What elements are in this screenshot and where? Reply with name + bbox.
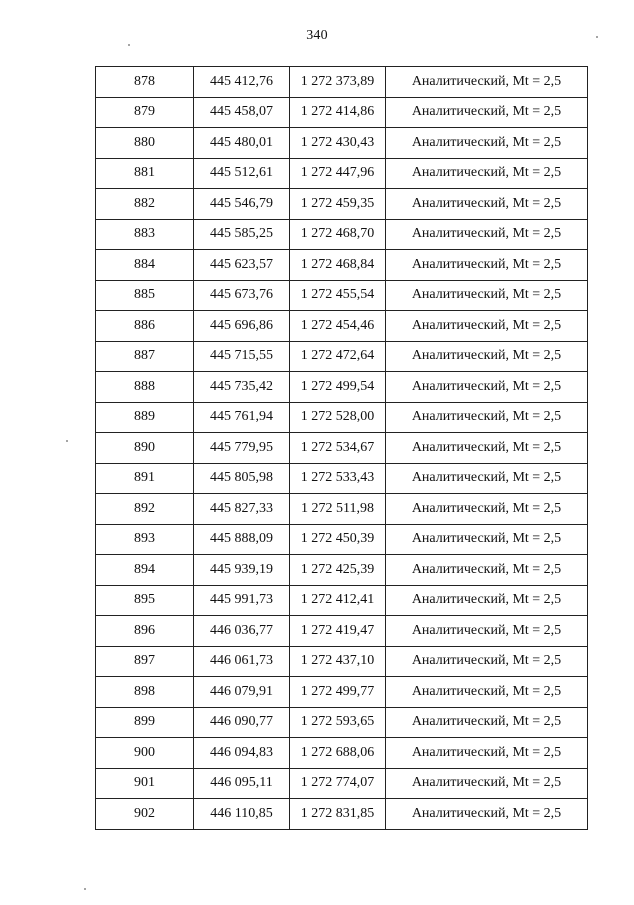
method-cell: Аналитический, Mt = 2,5 (386, 555, 588, 586)
method-cell: Аналитический, Mt = 2,5 (386, 768, 588, 799)
method-cell: Аналитический, Mt = 2,5 (386, 585, 588, 616)
method-cell: Аналитический, Mt = 2,5 (386, 616, 588, 647)
method-cell: Аналитический, Mt = 2,5 (386, 158, 588, 189)
method-cell: Аналитический, Mt = 2,5 (386, 341, 588, 372)
point-number-cell: 879 (96, 97, 194, 128)
point-number-cell: 902 (96, 799, 194, 830)
y-coordinate-cell: 1 272 499,54 (290, 372, 386, 403)
method-cell: Аналитический, Mt = 2,5 (386, 189, 588, 220)
x-coordinate-cell: 446 061,73 (194, 646, 290, 677)
point-number-cell: 893 (96, 524, 194, 555)
scan-speck (596, 36, 598, 38)
coordinates-table (95, 66, 588, 830)
table-row (96, 402, 588, 433)
table-row (96, 158, 588, 189)
point-number-cell: 888 (96, 372, 194, 403)
x-coordinate-cell: 445 458,07 (194, 97, 290, 128)
table-row (96, 524, 588, 555)
x-coordinate-cell: 445 546,79 (194, 189, 290, 220)
x-coordinate-cell: 446 095,11 (194, 768, 290, 799)
point-number-cell: 884 (96, 250, 194, 281)
table-row (96, 311, 588, 342)
method-cell: Аналитический, Mt = 2,5 (386, 433, 588, 464)
point-number-cell: 898 (96, 677, 194, 708)
table-row (96, 280, 588, 311)
x-coordinate-cell: 445 761,94 (194, 402, 290, 433)
y-coordinate-cell: 1 272 425,39 (290, 555, 386, 586)
table-row (96, 97, 588, 128)
scan-speck (84, 888, 86, 890)
point-number-cell: 894 (96, 555, 194, 586)
point-number-cell: 881 (96, 158, 194, 189)
method-cell: Аналитический, Mt = 2,5 (386, 67, 588, 98)
y-coordinate-cell: 1 272 447,96 (290, 158, 386, 189)
method-cell: Аналитический, Mt = 2,5 (386, 128, 588, 159)
x-coordinate-cell: 445 805,98 (194, 463, 290, 494)
point-number-cell: 896 (96, 616, 194, 647)
method-cell: Аналитический, Mt = 2,5 (386, 311, 588, 342)
y-coordinate-cell: 1 272 534,67 (290, 433, 386, 464)
table-row (96, 738, 588, 769)
x-coordinate-cell: 445 623,57 (194, 250, 290, 281)
x-coordinate-cell: 445 715,55 (194, 341, 290, 372)
y-coordinate-cell: 1 272 455,54 (290, 280, 386, 311)
page-number: 340 (306, 28, 328, 43)
y-coordinate-cell: 1 272 593,65 (290, 707, 386, 738)
y-coordinate-cell: 1 272 533,43 (290, 463, 386, 494)
scan-speck (128, 44, 130, 46)
x-coordinate-cell: 445 779,95 (194, 433, 290, 464)
y-coordinate-cell: 1 272 774,07 (290, 768, 386, 799)
table-row (96, 433, 588, 464)
table-row (96, 555, 588, 586)
table-row (96, 677, 588, 708)
x-coordinate-cell: 445 888,09 (194, 524, 290, 555)
y-coordinate-cell: 1 272 831,85 (290, 799, 386, 830)
y-coordinate-cell: 1 272 419,47 (290, 616, 386, 647)
y-coordinate-cell: 1 272 450,39 (290, 524, 386, 555)
y-coordinate-cell: 1 272 414,86 (290, 97, 386, 128)
table-row (96, 494, 588, 525)
x-coordinate-cell: 445 939,19 (194, 555, 290, 586)
point-number-cell: 889 (96, 402, 194, 433)
table-row (96, 372, 588, 403)
coordinates-table-body (96, 67, 588, 830)
x-coordinate-cell: 445 735,42 (194, 372, 290, 403)
point-number-cell: 885 (96, 280, 194, 311)
method-cell: Аналитический, Mt = 2,5 (386, 707, 588, 738)
method-cell: Аналитический, Mt = 2,5 (386, 463, 588, 494)
x-coordinate-cell: 445 412,76 (194, 67, 290, 98)
method-cell: Аналитический, Mt = 2,5 (386, 524, 588, 555)
point-number-cell: 880 (96, 128, 194, 159)
table-row (96, 799, 588, 830)
table-row (96, 128, 588, 159)
table-row (96, 250, 588, 281)
y-coordinate-cell: 1 272 412,41 (290, 585, 386, 616)
y-coordinate-cell: 1 272 468,70 (290, 219, 386, 250)
method-cell: Аналитический, Mt = 2,5 (386, 219, 588, 250)
table-row (96, 616, 588, 647)
x-coordinate-cell: 445 512,61 (194, 158, 290, 189)
x-coordinate-cell: 445 585,25 (194, 219, 290, 250)
x-coordinate-cell: 446 110,85 (194, 799, 290, 830)
point-number-cell: 890 (96, 433, 194, 464)
method-cell: Аналитический, Mt = 2,5 (386, 799, 588, 830)
table-row (96, 67, 588, 98)
x-coordinate-cell: 446 079,91 (194, 677, 290, 708)
method-cell: Аналитический, Mt = 2,5 (386, 494, 588, 525)
point-number-cell: 892 (96, 494, 194, 525)
method-cell: Аналитический, Mt = 2,5 (386, 372, 588, 403)
y-coordinate-cell: 1 272 454,46 (290, 311, 386, 342)
y-coordinate-cell: 1 272 472,64 (290, 341, 386, 372)
point-number-cell: 897 (96, 646, 194, 677)
point-number-cell: 878 (96, 67, 194, 98)
x-coordinate-cell: 446 090,77 (194, 707, 290, 738)
method-cell: Аналитический, Mt = 2,5 (386, 97, 588, 128)
x-coordinate-cell: 445 673,76 (194, 280, 290, 311)
y-coordinate-cell: 1 272 528,00 (290, 402, 386, 433)
table-row (96, 768, 588, 799)
point-number-cell: 886 (96, 311, 194, 342)
point-number-cell: 901 (96, 768, 194, 799)
x-coordinate-cell: 445 480,01 (194, 128, 290, 159)
point-number-cell: 882 (96, 189, 194, 220)
point-number-cell: 899 (96, 707, 194, 738)
y-coordinate-cell: 1 272 688,06 (290, 738, 386, 769)
y-coordinate-cell: 1 272 430,43 (290, 128, 386, 159)
table-row (96, 189, 588, 220)
point-number-cell: 891 (96, 463, 194, 494)
y-coordinate-cell: 1 272 459,35 (290, 189, 386, 220)
table-row (96, 341, 588, 372)
method-cell: Аналитический, Mt = 2,5 (386, 402, 588, 433)
table-row (96, 219, 588, 250)
method-cell: Аналитический, Mt = 2,5 (386, 738, 588, 769)
point-number-cell: 900 (96, 738, 194, 769)
point-number-cell: 887 (96, 341, 194, 372)
y-coordinate-cell: 1 272 499,77 (290, 677, 386, 708)
point-number-cell: 883 (96, 219, 194, 250)
scan-speck (66, 440, 68, 442)
table-row (96, 585, 588, 616)
y-coordinate-cell: 1 272 437,10 (290, 646, 386, 677)
x-coordinate-cell: 445 827,33 (194, 494, 290, 525)
method-cell: Аналитический, Mt = 2,5 (386, 646, 588, 677)
method-cell: Аналитический, Mt = 2,5 (386, 250, 588, 281)
y-coordinate-cell: 1 272 373,89 (290, 67, 386, 98)
x-coordinate-cell: 446 094,83 (194, 738, 290, 769)
y-coordinate-cell: 1 272 511,98 (290, 494, 386, 525)
x-coordinate-cell: 446 036,77 (194, 616, 290, 647)
y-coordinate-cell: 1 272 468,84 (290, 250, 386, 281)
table-row (96, 463, 588, 494)
table-row (96, 707, 588, 738)
x-coordinate-cell: 445 696,86 (194, 311, 290, 342)
x-coordinate-cell: 445 991,73 (194, 585, 290, 616)
table-row (96, 646, 588, 677)
method-cell: Аналитический, Mt = 2,5 (386, 280, 588, 311)
point-number-cell: 895 (96, 585, 194, 616)
method-cell: Аналитический, Mt = 2,5 (386, 677, 588, 708)
